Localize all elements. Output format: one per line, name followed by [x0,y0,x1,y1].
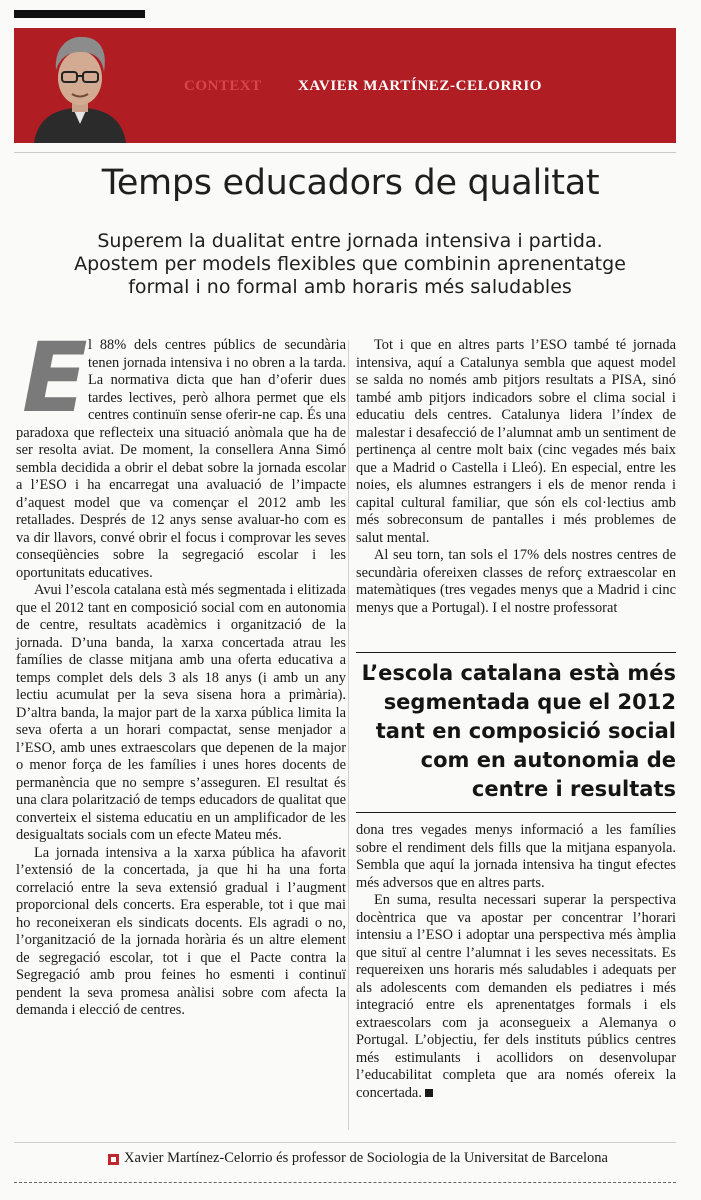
author-bio: Xavier Martínez-Celorrio és professor de Sociologia de la Universitat de Barcelona [124,1150,608,1166]
standfirst-line: Apostem per models flexibles que combinin aprenentatge [74,253,626,275]
standfirst-line: Superem la dualitat entre jornada intensiva i partida. [97,230,603,252]
bottom-dashed-rule [14,1182,676,1183]
body-paragraph: La jornada intensiva a la xarxa pública ha afavorit l’extensió de la concertada, ja que hi ha una forta correlació entre la seva extensió gradual i l’augment proporcional dels concerts. Era esperable, tot i que mai ho reconeixeran els sindicats docents. Els agradi o no, l’organització de la jornada horària és un altre element de segregació escolar, tot i que el Pacte contra la Segregació amb prou feines ho esmenti i continuï pendent la seva promesa anàlisi sobre com afecta la demanda i elecció de centres. [16,844,346,1018]
body-paragraph: Al seu torn, tan sols el 17% dels nostres centres de secundària ofereixen classes de reforç extraescolar en matemàtiques (tres vegades menys que a Madrid i cinc menys que a Portugal). I el nostre professorat [356,547,676,616]
end-mark-icon [425,1089,433,1097]
author-name: XAVIER MARTÍNEZ-CELORRIO [298,78,543,94]
paragraph-text: l 88% dels centres públics de secundària tenen jornada intensiva i no obren a la tarda. La normativa dicta que han d’oferir dues tardes lectives, però alhora permet que els centres continuïn sense oferir-ne cap. És una paradoxa que reflecteix una situació anòmala que ha de ser resolta aviat. De moment, la consellera Anna Simó sembla decidida a obrir el debat sobre la jornada escolar a l’ESO i ha encarregat una avaluació de l’impacte d’aquest model que va començar el 2012 amb les retallades. Després de 12 anys sense avaluar-ho com es va dir llavors, convé obrir el focus i comprovar les seves conseqüències sobre la segregació escolar i les oportunitats educatives. [16,337,346,581]
body-column-2-top [356,337,676,617]
header-divider [14,152,676,153]
body-paragraph [356,892,676,1102]
pull-quote-rule [356,812,676,813]
footer-divider [14,1142,676,1143]
body-column-1 [16,322,346,1020]
article-standfirst [20,230,680,299]
drop-cap: E [22,322,88,434]
pull-quote: L’escola catalana està més segmentada que el 2012 tant en composició social com en autonomia de centre i resultats [356,652,676,804]
section-label: CONTEXT [184,78,262,94]
body-paragraph: dona tres vegades menys informació a les famílies sobre el rendiment dels fills que la mitjana espanyola. Sembla que aquí la jornada intensiva ha tingut efectes més adversos que en altres parts. [356,822,676,891]
body-paragraph [16,322,346,582]
author-portrait [14,28,146,143]
standfirst-line: formal i no formal amb horaris més saludables [128,276,572,298]
paragraph-text: En suma, resulta necessari superar la perspectiva docèntrica que va apostar per concentrar l’horari intensiu a l’ESO i adoptar una perspectiva més àmplia que situï al centre l’alumnat i les seves necessitats. Es requereixen uns horaris més saludables i adequats per als adolescents com demanden els pediatres i més integració entre els aprenentatges formals i els extraescolars com ja aconsegueix a Alemanya o Portugal. L’objectiu, fer dels instituts públics centres més estimulants i acollidors on desenvolupar l’educabilitat completa que ara només ofereix la concertada. [356,892,676,1101]
column-header-banner [14,28,676,143]
body-column-2-bottom [356,822,676,1102]
column-divider [348,340,349,1130]
top-rule-bar [14,10,145,18]
article-headline: Temps educadors de qualitat [101,163,600,203]
bio-marker-icon [108,1154,119,1165]
body-paragraph: Tot i que en altres parts l’ESO també té jornada intensiva, aquí a Catalunya sembla que aquest model se salda no només amb pitjors resultats a PISA, sinó també amb pitjors indicadors sobre el clima social i educatiu dels centres. Catalunya lidera l’índex de malestar i desafecció de l’alumnat amb un sentiment de pertinença al centre molt baix (cinc vegades més baix que a Madrid o Castella i Lleó). En especial, entre les noies, els alumnes estrangers i els de menor renda i capital cultural familiar, que són els col·lectius amb més sobreconsum de pantalles i més problemes de salut mental. [356,337,676,546]
body-paragraph: Avui l’escola catalana està més segmentada i elitizada que el 2012 tant en composició social com en autonomia de centre, resultats acadèmics i organització de la jornada. D’una banda, la xarxa concertada atrau les famílies de classe mitjana amb una oferta educativa a temps complet dels dels 3 als 18 anys (i amb un any lectiu acumulat per la seva sisena hora a primària). D’altra banda, la major part de la xarxa pública limita la seva oferta a un horari compactat, sense menjador a l’ESO, amb unes extraescolars que depenen de la major o menor força de les famílies i unes hores docents de permanència que no sempre s’asseguren. El resultat és una clara polarització de temps educadors de qualitat que converteix el sistema educatiu en un amplificador de les desigualtats socials com un efecte Mateu més. [16,582,346,843]
